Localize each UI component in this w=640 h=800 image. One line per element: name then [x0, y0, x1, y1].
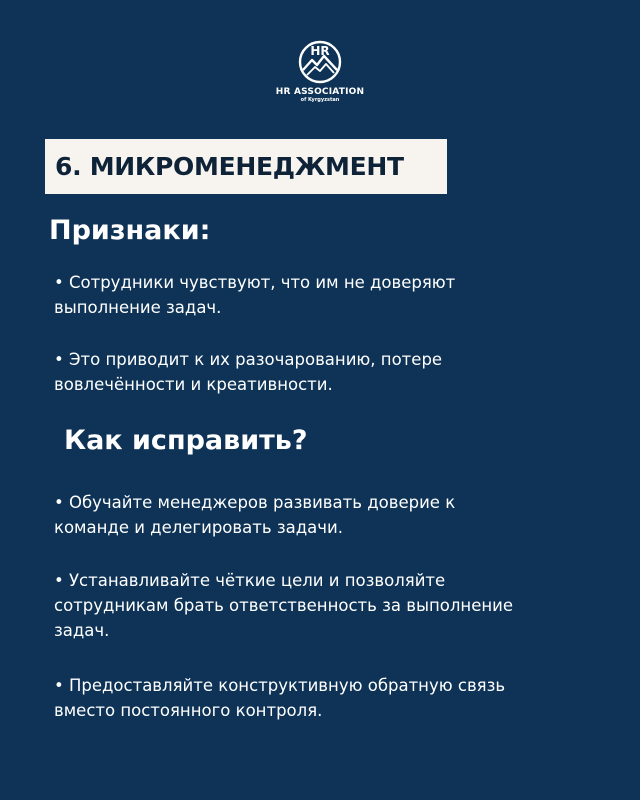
- hr-mountain-logo-icon: [298, 40, 342, 84]
- logo-name: HR ASSOCIATION: [275, 87, 365, 97]
- signs-bullet-2: • Это приводит к их разочарованию, потере вовлечённости и креативности.: [54, 350, 443, 394]
- fix-bullet-1: • Обучайте менеджеров развивать доверие к команде и делегировать задачи.: [54, 493, 456, 537]
- logo-subtitle: of Kyrgyzstan: [300, 97, 340, 103]
- signs-bullet-1: • Сотрудники чувствуют, что им не доверяют выполнение задач.: [54, 273, 456, 317]
- fix-bullet-3: • Предоставляйте конструктивную обратную связь вместо постоянного контроля.: [54, 676, 506, 720]
- fix-heading: Как исправить?: [64, 425, 308, 456]
- page-title: 6. МИКРОМЕНЕДЖМЕНТ: [55, 152, 404, 181]
- fix-bullet-2: • Устанавливайте чёткие цели и позволяйте сотрудникам брать ответственность за выполнение задач.: [54, 571, 514, 640]
- title-banner: [45, 139, 447, 194]
- hr-association-logo: [0, 40, 640, 103]
- signs-heading: Признаки:: [49, 215, 211, 246]
- logo-mark-text: HR: [310, 44, 330, 58]
